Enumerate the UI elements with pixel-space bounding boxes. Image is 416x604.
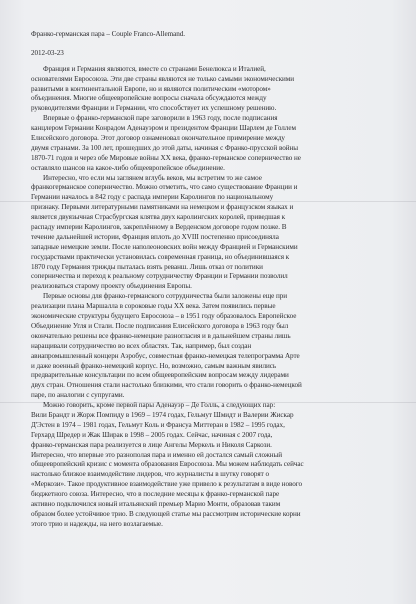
text-line: и даже военный франко-немецкий корпус. Но, возможно, самым важным явились xyxy=(31,361,277,370)
text-line: Объединение Угля и Стали. После подписания Елисейского договора в 1963 году был xyxy=(31,321,289,330)
text-line: государствами практически установилась современная граница, но объединившаяся к xyxy=(31,252,290,261)
text-line: франкогерманское соперничество. Можно отметить, что само существование Франции и xyxy=(31,183,298,192)
text-line: Интересно, что впервые это разнополая пара и именно ей достался самый сложный xyxy=(31,450,283,459)
text-line: является двуязычная Страсбургская клятва двух каролингских королей, приведшая к xyxy=(31,213,286,222)
text-line: образом более устойчивое трио. В следующей статье мы рассмотрим исторические корни xyxy=(31,509,301,518)
text-line: наращивали сотрудничество во всех областях. Так, например, был создан xyxy=(31,341,252,350)
text-line: Елисейского договора. Этот договор ознаменовал окончательное примирение между xyxy=(31,134,285,143)
text-line: франко-германская пара реализуется в лице Ангелы Меркель и Николя Саркози. xyxy=(31,440,272,449)
text-line: Вили Брандт и Жорж Помпиду в 1969 – 1974 годах, Гельмут Шмидт и Валерии Жискар xyxy=(31,410,294,419)
text-line: Д'Эстен в 1974 – 1981 годах, Гельмут Коль и Франсуа Миттеран в 1982 – 1995 годах, xyxy=(31,420,285,429)
text-line: канцлером Германии Конрадом Аденауэром и президентом Франции Шарлем де Голлем xyxy=(31,124,296,133)
text-line: объединения. Многие общеевропейские вопросы сначала обсуждаются между xyxy=(31,94,267,103)
text-line: распаду империи Каролингов, закреплённому в Верденском договоре годом позже. В xyxy=(31,223,287,232)
text-line: западные немецкие земли. После наполеоновских войн между Францией и Германскими xyxy=(31,242,298,251)
text-line: развитыми в континентальной Европе, но и являются политическим «мотором» xyxy=(31,84,271,93)
document-date: 2012-03-23 xyxy=(31,48,64,57)
text-line: бюджетного союза. Интересно, что в последние месяцы к франко-германской паре xyxy=(31,490,280,499)
text-line: руководителями Франции и Германии, что способствует их успешному решению. xyxy=(31,104,277,113)
text-line: Германии началось в 842 году с распада империи Каролингов по национальному xyxy=(31,193,274,202)
text-line: настолько близкое взаимодействие лидеров, что журналисты в шутку говорят о xyxy=(31,470,269,479)
text-line: предварительные консультации по всем общеевропейским вопросам между лидерами xyxy=(31,371,289,380)
text-line: Первые основы для франко-германского сотрудничества были заложены еще при xyxy=(43,292,288,301)
text-line: общеевропейский кризис с момента образования Евросоюза. Мы можем наблюдать сейчас xyxy=(31,460,304,469)
text-line: Герхард Шредер и Жак Ширак в 1998 – 2005 годах. Сейчас, начиная с 2007 года, xyxy=(31,430,273,439)
text-line: Можно говорить, кроме первой пары Аденауэр – Де Голль, а следующих пар: xyxy=(43,401,276,410)
text-line: течение дальнейшей истории, Франция вплоть до XVIII постепенно присоединяла xyxy=(31,232,279,241)
text-line: 1870 году Германия трижды пыталась взять реванш. Лишь отказ от политики xyxy=(31,262,263,271)
text-line: основателями Евросоюза. Эти две страны являются не только самыми экономическими xyxy=(31,74,295,83)
text-line: Впервые о франко-германской паре заговорили в 1963 году, после подписания xyxy=(43,114,278,123)
text-line: Франция и Германия являются, вместе со странами Бенелюкса и Италией, xyxy=(43,64,266,73)
text-line: экономические структуры будущего Евросоюза – в 1951 году образовалось Европейское xyxy=(31,312,297,321)
text-line: 1870-71 годов и через обе Мировые войны XX века, франко-германское соперничество не xyxy=(31,153,301,162)
text-line: реализации плана Маршалла в сороковые годы XX века. Затем появились первые xyxy=(31,302,276,311)
text-line: оставляло шансов на какое-либо общеевропейское объединение. xyxy=(31,163,225,172)
text-line: паре, по аналогии с супругами. xyxy=(31,391,125,400)
text-line: Интересно, что если мы заглянем вглубь веков, мы встретим то же самое xyxy=(43,173,262,182)
text-line: двумя странами. За 100 лет, прошедших до этой даты, начиная с Франко-прусской войны xyxy=(31,143,299,152)
document-body xyxy=(31,30,391,530)
text-line: соперничества и переход к реальному сотрудничеству Франции и Германии позволил xyxy=(31,272,288,281)
text-line: активно подключился новый итальянский премьер Марио Монти, образовав таким xyxy=(31,499,281,508)
text-line: авиапромышленный концерн Аэробус, совместная франко-немецкая телепрограмма Арте xyxy=(31,351,300,360)
document-title: Франко-германская пара – Couple Franco-Allemand. xyxy=(31,30,185,38)
text-line: окончательно решены все франко-немецкие разногласия и в дальнейшем страны лишь xyxy=(31,331,291,340)
text-line: реализоваться старому проекту объединения Европы. xyxy=(31,282,192,291)
text-line: этого трио и надежды, на него возлагаемые. xyxy=(31,519,163,528)
document-text xyxy=(31,65,391,530)
text-line: двух стран. Отношения стали настолько близкими, что стали говорить о франко-немецкой xyxy=(31,381,302,390)
text-line: признаку. Первыми литературными памятниками на немецком и французском языках и xyxy=(31,203,294,212)
text-line: «Меркози». Такое продуктивное взаимодействие уже привело к результатам в виде нового xyxy=(31,480,302,489)
